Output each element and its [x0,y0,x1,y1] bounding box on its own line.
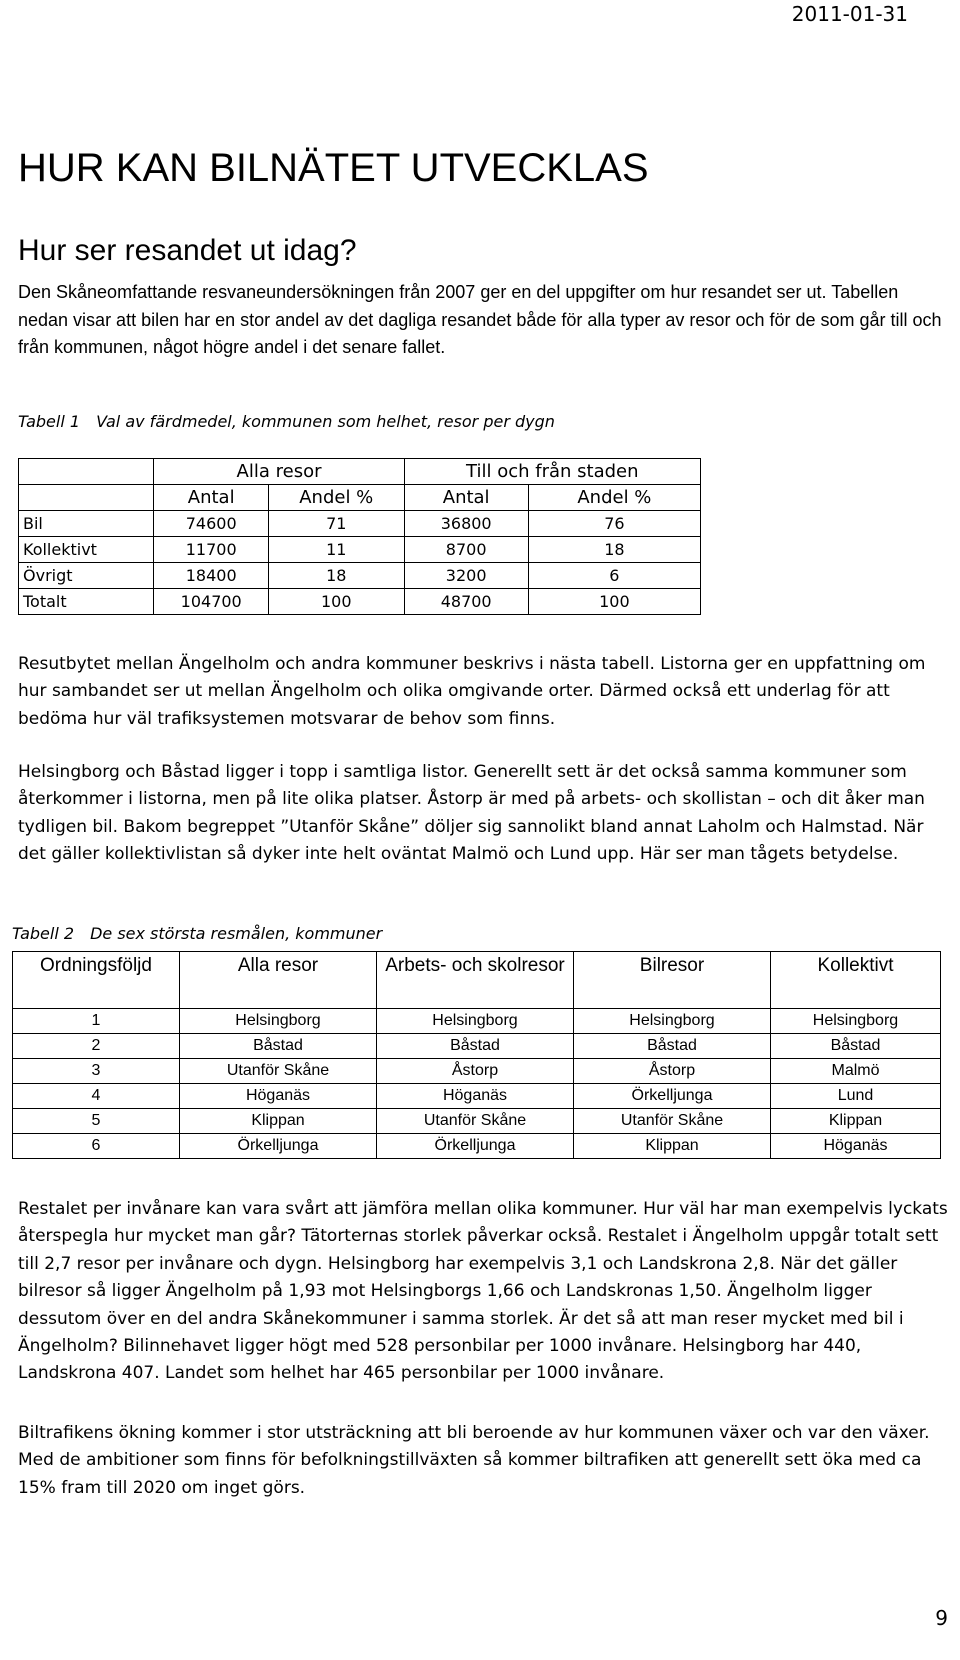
table-cell: 104700 [154,589,268,615]
table-cell: 18400 [154,563,268,589]
table-header-row [13,952,941,1009]
table-cell: Lund [771,1084,941,1109]
table2-caption [12,924,382,943]
table-cell: 18 [268,563,404,589]
table-header-row [19,459,701,485]
table-cell: Klippan [180,1109,377,1134]
row-label: Bil [19,511,154,537]
table-cell: 3200 [404,563,528,589]
table-row [13,1059,941,1084]
row-label: Övrigt [19,563,154,589]
table-row [13,1034,941,1059]
table-cell: Utanför Skåne [180,1059,377,1084]
table-cell: Utanför Skåne [377,1109,574,1134]
table-cell: Helsingborg [377,1009,574,1034]
table-cell: 100 [268,589,404,615]
table-column-header: Kollektivt [771,952,941,1009]
table-cell: Åstorp [377,1059,574,1084]
table-column-header: Alla resor [180,952,377,1009]
table-cell: 6 [13,1134,180,1159]
table-row [19,511,701,537]
table-row [19,589,701,615]
table-row [13,1134,941,1159]
table-cell: Höganäs [377,1084,574,1109]
paragraph-trip-rate: Restalet per invånare kan vara svårt att jämföra mellan olika kommuner. Hur väl har man exempelvis lyckats återspegla hur mycket man går? Tätorternas storlek påverkar också. Restalet i Ängelholm uppgår totalt sett till 2,7 resor per invånare och dygn. Helsingborg har exempelvis 3,1 och Landskrona 2,8. När det gäller bilresor så ligger Ängelholm på 1,93 mot Helsingborgs 1,66 och Landskronas 1,50. Ängelholm ligger dessutom över en del andra Skånekommuner i samma storlek. Är det så att man reser mycket med bil i Ängelholm? Bilinnehavet ligger högt med 528 personbilar per 1000 invånare. Helsingborg har 440, Landskrona 407. Landet som helhet har 465 personbilar per 1000 invånare. [18,1199,948,1384]
table-column-header: Andel % [268,485,404,511]
table-cell: 71 [268,511,404,537]
table-group-header: Till och från staden [404,459,700,485]
table-column-header: Andel % [528,485,700,511]
mode-choice-table [18,458,701,615]
table1-caption-text: Val av färdmedel, kommunen som helhet, resor per dygn [96,412,555,431]
table-cell: 11700 [154,537,268,563]
table-cell [19,485,154,511]
section-heading: Hur ser resandet ut idag? [18,234,357,267]
table-cell: Malmö [771,1059,941,1084]
page-date: 2011-01-31 [791,2,908,26]
table-cell: 6 [528,563,700,589]
paragraph-exchange: Resutbytet mellan Ängelholm och andra kommuner beskrivs i nästa tabell. Listorna ger en uppfattning om hur sambandet ser ut mellan Ängelholm och olika omgivande orter. Därmed också ett underlag för att bedöma hur väl trafiksystemen motsvarar de behov som finns. [18,654,926,729]
table-cell: 11 [268,537,404,563]
table-cell: Örkelljunga [377,1134,574,1159]
table-cell: Klippan [574,1134,771,1159]
table-group-header: Alla resor [154,459,404,485]
row-label: Kollektivt [19,537,154,563]
table-cell: Båstad [574,1034,771,1059]
table-cell: Helsingborg [180,1009,377,1034]
table-row [13,1084,941,1109]
table-cell: 3 [13,1059,180,1084]
table-cell: Klippan [771,1109,941,1134]
table-subheader-row [19,485,701,511]
table1-caption [18,412,555,431]
table-column-header: Bilresor [574,952,771,1009]
table-cell: Höganäs [180,1084,377,1109]
table-cell: 5 [13,1109,180,1134]
table-row [13,1109,941,1134]
table-cell: 36800 [404,511,528,537]
table-cell [19,459,154,485]
table-cell: Åstorp [574,1059,771,1084]
table-cell: 18 [528,537,700,563]
table-cell: Båstad [377,1034,574,1059]
destinations-table [12,951,941,1159]
page-number: 9 [935,1606,948,1630]
paragraph-top-lists: Helsingborg och Båstad ligger i topp i samtliga listor. Generellt sett är det också samma kommuner som återkommer i listorna, men på lite olika platser. Åstorp är med på arbets- och skollistan – och dit åker man tydligen bil. Bakom begreppet ”Utanför Skåne” döljer sig sannolikt bland annat Laholm och Halmstad. När det gäller kollektivlistan så dyker inte helt oväntat Malmö och Lund upp. Här ser man tågets betydelse. [18,762,925,865]
table1-caption-label: Tabell 1 [18,412,81,431]
page-title: HUR KAN BILNÄTET UTVECKLAS [18,146,649,190]
table-column-header: Antal [404,485,528,511]
table-column-header: Arbets- och skolresor [377,952,574,1009]
intro-paragraph: Den Skåneomfattande resvaneundersökningen från 2007 ger en del uppgifter om hur resandet ser ut. Tabellen nedan visar att bilen har en stor andel av det dagliga resandet både för alla typer av resor och för de som går till och från kommunen, något högre andel i det senare fallet. [18,282,942,358]
table2-caption-label: Tabell 2 [12,924,75,943]
table-row [19,537,701,563]
table-cell: 48700 [404,589,528,615]
paragraph-traffic-growth: Biltrafikens ökning kommer i stor utsträckning att bli beroende av hur kommunen växer och var den växer. Med de ambitioner som finns för befolkningstillväxten så kommer biltrafiken att generellt sett öka med ca 15% fram till 2020 om inget görs. [18,1423,930,1498]
table-cell: Helsingborg [771,1009,941,1034]
table-row [19,563,701,589]
table-cell: 1 [13,1009,180,1034]
table-row [13,1009,941,1034]
table-cell: Höganäs [771,1134,941,1159]
table-cell: Båstad [180,1034,377,1059]
table-column-header: Antal [154,485,268,511]
table-column-header: Ordningsföljd [13,952,180,1009]
table-cell: Båstad [771,1034,941,1059]
table-cell: 100 [528,589,700,615]
table-cell: 8700 [404,537,528,563]
table-cell: 76 [528,511,700,537]
table2-caption-text: De sex största resmålen, kommuner [90,924,383,943]
table-cell: Örkelljunga [574,1084,771,1109]
table-cell: 74600 [154,511,268,537]
table-cell: Utanför Skåne [574,1109,771,1134]
row-label: Totalt [19,589,154,615]
table-cell: Helsingborg [574,1009,771,1034]
table-cell: 4 [13,1084,180,1109]
table-cell: 2 [13,1034,180,1059]
table-cell: Örkelljunga [180,1134,377,1159]
